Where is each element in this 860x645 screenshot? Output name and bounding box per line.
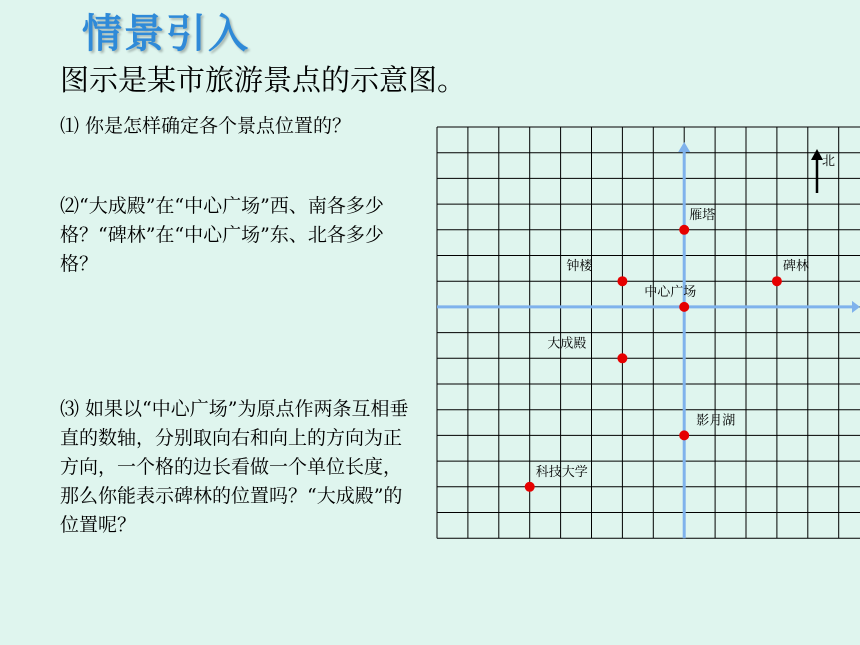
y-axis-arrow	[678, 142, 690, 152]
x-axis-arrow	[852, 301, 860, 313]
question-2: ⑵“大成殿”在“中心广场”西、南各多少格？“碑林”在“中心广场”东、北各多少格？	[60, 195, 384, 275]
landmark-point	[617, 353, 627, 363]
landmark-label: 中心广场	[644, 284, 697, 300]
landmark-point	[679, 225, 689, 235]
page-subtitle: 图示是某市旅游景点的示意图。	[60, 63, 467, 97]
landmark-label: 影月湖	[696, 413, 736, 429]
landmark-point	[525, 482, 535, 492]
landmark-label: 大成殿	[547, 336, 587, 352]
question-3: ⑶ 如果以“中心广场”为原点作两条互相垂直的数轴，分别取向右和向上的方向为正方向，一个格的边长看做一个单位长度，那么你能表示碑林的位置吗？“大成殿”的位置呢？	[60, 398, 409, 536]
landmark-point	[679, 430, 689, 440]
landmark-label: 科技大学	[535, 464, 588, 480]
page-title: 情景引入	[82, 11, 250, 57]
north-label: 北	[822, 154, 836, 169]
question-1: ⑴ 你是怎样确定各个景点位置的？	[60, 115, 352, 137]
landmark-label: 碑林	[782, 259, 809, 275]
landmark-point	[679, 302, 689, 312]
landmark-label: 钟楼	[566, 259, 593, 275]
landmark-point	[772, 276, 782, 286]
landmark-point	[617, 276, 627, 286]
landmark-label: 雁塔	[689, 207, 716, 223]
